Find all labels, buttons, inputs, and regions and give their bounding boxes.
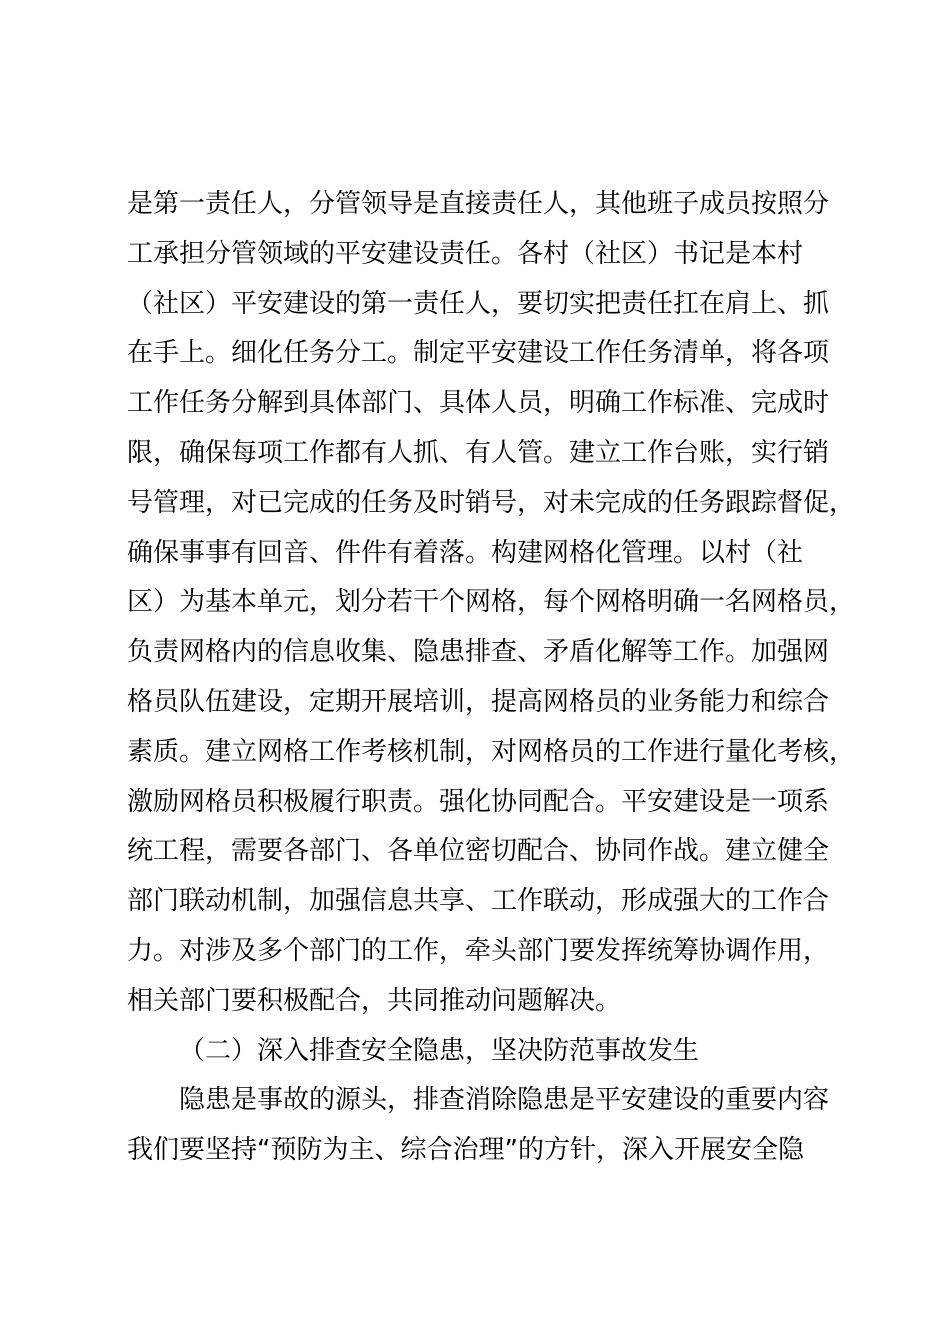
- text-line: 负责网格内的信息收集、隐患排查、矛盾化解等工作。加强网: [127, 637, 830, 668]
- text-line: 我们要坚持“预防为主、综合治理”的方针，深入开展安全隐: [127, 1135, 804, 1166]
- text-line: 工作任务分解到具体部门、具体人员，明确工作标准、完成时: [127, 388, 830, 419]
- text-line: 力。对涉及多个部门的工作，牵头部门要发挥统筹协调作用，: [127, 935, 830, 966]
- text-line: 激励网格员积极履行职责。强化协同配合。平安建设是一项系: [127, 786, 830, 817]
- text-line: 是第一责任人，分管领导是直接责任人，其他班子成员按照分: [127, 189, 830, 219]
- body-text: [127, 180, 856, 1176]
- text-line: 相关部门要积极配合，共同推动问题解决。: [127, 985, 622, 1016]
- text-line: 限，确保每项工作都有人抓、有人管。建立工作台账，实行销: [127, 437, 830, 468]
- text-line: 在手上。细化任务分工。制定平安建设工作任务清单，将各项: [127, 338, 830, 369]
- section-heading: （二）深入排查安全隐患，坚决防范事故发生: [179, 1035, 700, 1066]
- text-line: 部门联动机制，加强信息共享、工作联动，形成强大的工作合: [127, 886, 830, 917]
- text-line: 号管理，对已完成的任务及时销号，对未完成的任务跟踪督促，: [127, 487, 856, 518]
- paragraph-first-line: 隐患是事故的源头，排查消除隐患是平安建设的重要内容: [179, 1085, 830, 1116]
- text-line: 统工程，需要各部门、各单位密切配合、协同作战。建立健全: [127, 836, 830, 867]
- text-line: 素质。建立网格工作考核机制，对网格员的工作进行量化考核，: [127, 736, 856, 767]
- text-line: 区）为基本单元，划分若干个网格，每个网格明确一名网格员，: [127, 587, 856, 618]
- text-line: 工承担分管领域的平安建设责任。各村（社区）书记是本村: [127, 238, 804, 269]
- text-line: 格员队伍建设，定期开展培训，提高网格员的业务能力和综合: [127, 686, 830, 717]
- text-line: 确保事事有回音、件件有着落。构建网格化管理。以村（社: [127, 537, 804, 568]
- text-line: （社区）平安建设的第一责任人，要切实把责任扛在肩上、抓: [127, 288, 830, 319]
